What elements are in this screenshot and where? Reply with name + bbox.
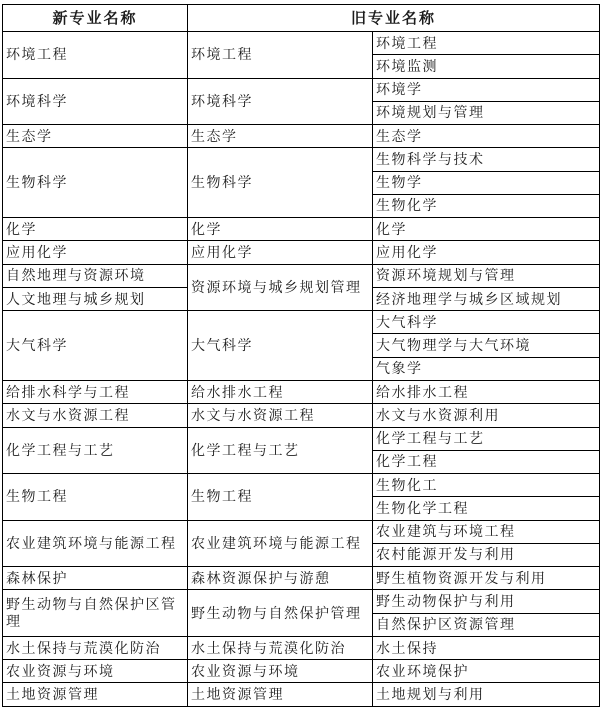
table-row bbox=[3, 241, 600, 264]
cell-mid-major: 资源环境与城乡规划管理 bbox=[188, 264, 373, 311]
cell-mid-major: 水土保持与荒漠化防治 bbox=[188, 636, 373, 659]
table-row bbox=[3, 404, 600, 427]
cell-old-major: 生物科学与技术 bbox=[373, 148, 600, 171]
cell-old-major: 野生植物资源开发与利用 bbox=[373, 567, 600, 590]
cell-old-major: 生态学 bbox=[373, 125, 600, 148]
table-row bbox=[3, 660, 600, 683]
cell-old-major: 农业建筑与环境工程 bbox=[373, 520, 600, 543]
cell-new-major: 水文与水资源工程 bbox=[3, 404, 188, 427]
table-row bbox=[3, 148, 600, 171]
table-row bbox=[3, 683, 600, 707]
header-row bbox=[3, 5, 600, 32]
table-body bbox=[3, 32, 600, 707]
cell-old-major: 土地规划与利用 bbox=[373, 683, 600, 707]
table-row bbox=[3, 520, 600, 543]
table-row bbox=[3, 567, 600, 590]
cell-new-major: 森林保护 bbox=[3, 567, 188, 590]
header-new-major: 新专业名称 bbox=[3, 5, 188, 32]
cell-old-major: 气象学 bbox=[373, 357, 600, 380]
cell-old-major: 给水排水工程 bbox=[373, 380, 600, 403]
cell-new-major: 应用化学 bbox=[3, 241, 188, 264]
table-row bbox=[3, 32, 600, 55]
table-row bbox=[3, 218, 600, 241]
cell-old-major: 化学工程与工艺 bbox=[373, 427, 600, 450]
cell-new-major: 自然地理与资源环境 bbox=[3, 264, 188, 287]
table-row bbox=[3, 427, 600, 450]
cell-mid-major: 大气科学 bbox=[188, 311, 373, 381]
cell-mid-major: 给水排水工程 bbox=[188, 380, 373, 403]
cell-old-major: 应用化学 bbox=[373, 241, 600, 264]
cell-new-major: 农业建筑环境与能源工程 bbox=[3, 520, 188, 567]
table-row bbox=[3, 78, 600, 101]
cell-mid-major: 森林资源保护与游憩 bbox=[188, 567, 373, 590]
cell-old-major: 水文与水资源利用 bbox=[373, 404, 600, 427]
cell-mid-major: 农业建筑环境与能源工程 bbox=[188, 520, 373, 567]
cell-mid-major: 农业资源与环境 bbox=[188, 660, 373, 683]
cell-mid-major: 应用化学 bbox=[188, 241, 373, 264]
cell-new-major: 生态学 bbox=[3, 125, 188, 148]
cell-new-major: 野生动物与自然保护区管理 bbox=[3, 590, 188, 637]
cell-new-major: 化学工程与工艺 bbox=[3, 427, 188, 474]
cell-mid-major: 化学工程与工艺 bbox=[188, 427, 373, 474]
table-row bbox=[3, 590, 600, 613]
table-row bbox=[3, 311, 600, 334]
major-mapping-table bbox=[2, 4, 600, 707]
cell-old-major: 大气科学 bbox=[373, 311, 600, 334]
cell-new-major: 给排水科学与工程 bbox=[3, 380, 188, 403]
cell-mid-major: 环境科学 bbox=[188, 78, 373, 125]
cell-old-major: 化学 bbox=[373, 218, 600, 241]
table-row bbox=[3, 636, 600, 659]
cell-new-major: 生物工程 bbox=[3, 474, 188, 521]
cell-new-major: 土地资源管理 bbox=[3, 683, 188, 707]
header-old-major: 旧专业名称 bbox=[188, 5, 600, 32]
cell-old-major: 野生动物保护与利用 bbox=[373, 590, 600, 613]
cell-old-major: 经济地理学与城乡区域规划 bbox=[373, 287, 600, 310]
cell-old-major: 环境规划与管理 bbox=[373, 101, 600, 124]
cell-old-major: 农业环境保护 bbox=[373, 660, 600, 683]
cell-old-major: 生物化学 bbox=[373, 194, 600, 217]
cell-old-major: 环境工程 bbox=[373, 32, 600, 55]
cell-old-major: 环境学 bbox=[373, 78, 600, 101]
table-header bbox=[3, 5, 600, 32]
cell-mid-major: 环境工程 bbox=[188, 32, 373, 79]
cell-mid-major: 化学 bbox=[188, 218, 373, 241]
cell-mid-major: 生物工程 bbox=[188, 474, 373, 521]
cell-old-major: 大气物理学与大气环境 bbox=[373, 334, 600, 357]
cell-old-major: 生物化工 bbox=[373, 474, 600, 497]
cell-new-major: 环境科学 bbox=[3, 78, 188, 125]
cell-mid-major: 野生动物与自然保护管理 bbox=[188, 590, 373, 637]
table-row bbox=[3, 474, 600, 497]
cell-old-major: 环境监测 bbox=[373, 55, 600, 78]
cell-new-major: 环境工程 bbox=[3, 32, 188, 79]
cell-old-major: 化学工程 bbox=[373, 450, 600, 473]
table-row bbox=[3, 125, 600, 148]
cell-new-major: 农业资源与环境 bbox=[3, 660, 188, 683]
cell-mid-major: 水文与水资源工程 bbox=[188, 404, 373, 427]
cell-mid-major: 生物科学 bbox=[188, 148, 373, 218]
cell-mid-major: 生态学 bbox=[188, 125, 373, 148]
cell-old-major: 农村能源开发与利用 bbox=[373, 543, 600, 566]
cell-new-major: 水土保持与荒漠化防治 bbox=[3, 636, 188, 659]
table-row bbox=[3, 380, 600, 403]
cell-new-major: 人文地理与城乡规划 bbox=[3, 287, 188, 310]
cell-old-major: 生物化学工程 bbox=[373, 497, 600, 520]
cell-old-major: 生物学 bbox=[373, 171, 600, 194]
cell-new-major: 化学 bbox=[3, 218, 188, 241]
cell-new-major: 大气科学 bbox=[3, 311, 188, 381]
table-row bbox=[3, 264, 600, 287]
cell-old-major: 水土保持 bbox=[373, 636, 600, 659]
cell-old-major: 自然保护区资源管理 bbox=[373, 613, 600, 636]
cell-new-major: 生物科学 bbox=[3, 148, 188, 218]
cell-old-major: 资源环境规划与管理 bbox=[373, 264, 600, 287]
cell-mid-major: 土地资源管理 bbox=[188, 683, 373, 707]
